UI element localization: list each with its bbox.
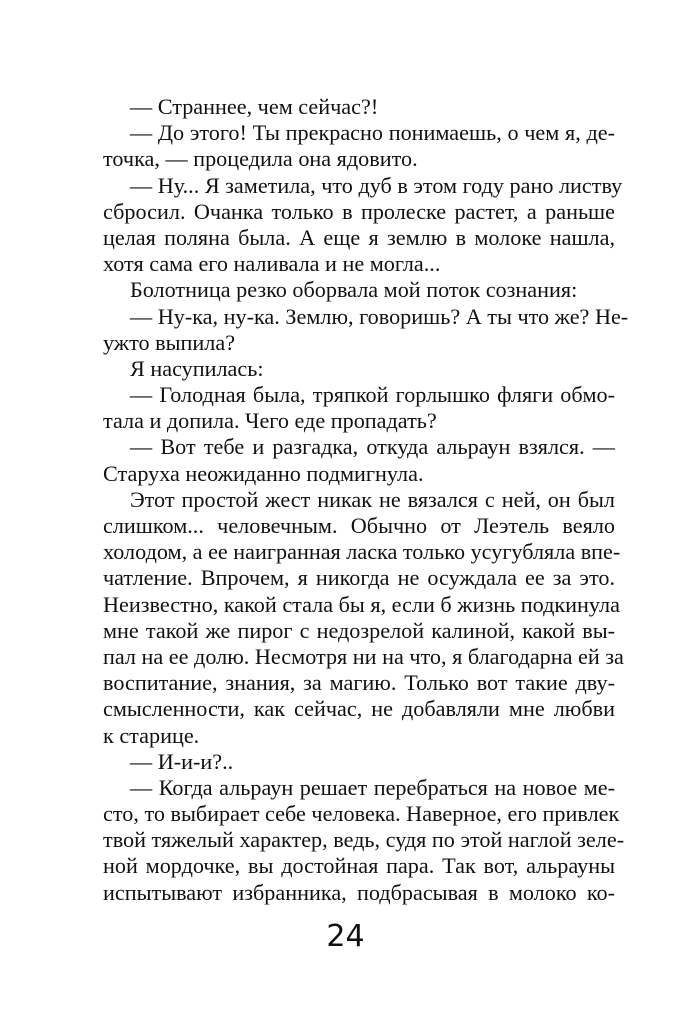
text-line: к старице. — [103, 722, 200, 748]
text-line: тала и допила. Чего еде пропадать? — [103, 408, 437, 434]
text-line: сбросил. Очанка только в пролеске растет, а раньше — [103, 198, 615, 224]
text-line: Неизвестно, какой стала бы я, если б жизнь подкинула — [103, 591, 620, 617]
text-line: ной мордочке, вы достойная пара. Так вот, альрауны — [103, 853, 615, 879]
text-line: целая поляна была. А еще я землю в молоке нашла, — [103, 224, 615, 250]
text-line: мне такой же пирог с недозрелой калиной, какой вы- — [103, 617, 615, 643]
text-line: — Голодная была, тряпкой горлышко фляги обмо- — [130, 382, 615, 408]
text-line: холодом, а ее наигранная ласка только усугубляла впе- — [103, 539, 621, 565]
text-line: — Ну... Я заметила, что дуб в этом году рано листву — [130, 172, 623, 198]
text-line: сто, то выбирает себе человека. Наверное, его привлек — [103, 801, 620, 827]
text-line: чатление. Впрочем, я никогда не осуждала ее за это. — [103, 565, 615, 591]
text-line: Старуха неожиданно подмигнула. — [103, 460, 424, 486]
text-line: Болотница резко оборвала мой поток сознания: — [130, 277, 578, 303]
text-line: — Ну-ка, ну-ка. Землю, говоришь? А ты что же? Не- — [130, 303, 629, 329]
text-line: — До этого! Ты прекрасно понимаешь, о чем я, де- — [130, 120, 615, 146]
text-line: — И-и-и?.. — [130, 748, 234, 774]
text-line: твой тяжелый характер, ведь, судя по этой наглой зеле- — [103, 827, 625, 853]
text-line: ужто выпила? — [103, 329, 236, 355]
text-line: — Вот тебе и разгадка, откуда альраун взялся. — — [130, 434, 615, 460]
text-line: Этот простой жест никак не вязался с ней, он был — [130, 486, 615, 512]
text-line: слишком... человечным. Обычно от Леэтель веяло — [103, 513, 615, 538]
text-line: хотя сама его наливала и не могла... — [103, 251, 441, 277]
text-line: — Страннее, чем сейчас?! — [130, 94, 379, 119]
text-line: — Когда альраун решает перебраться на новое ме- — [130, 774, 615, 800]
text-line: точка, — процедила она ядовито. — [103, 146, 418, 172]
body-text — [103, 94, 629, 906]
text-line: Я насупилась: — [130, 355, 264, 381]
page-number: 24 — [326, 919, 365, 954]
text-line: воспитание, знания, за магию. Только вот такие дву- — [103, 670, 615, 696]
text-line: смысленности, как сейчас, не добавляли мне любви — [103, 696, 615, 722]
text-line: испытывают избранника, подбрасывая в молоко ко- — [103, 879, 615, 905]
text-line: пал на ее долю. Несмотря ни на что, я благодарна ей за — [103, 643, 624, 669]
